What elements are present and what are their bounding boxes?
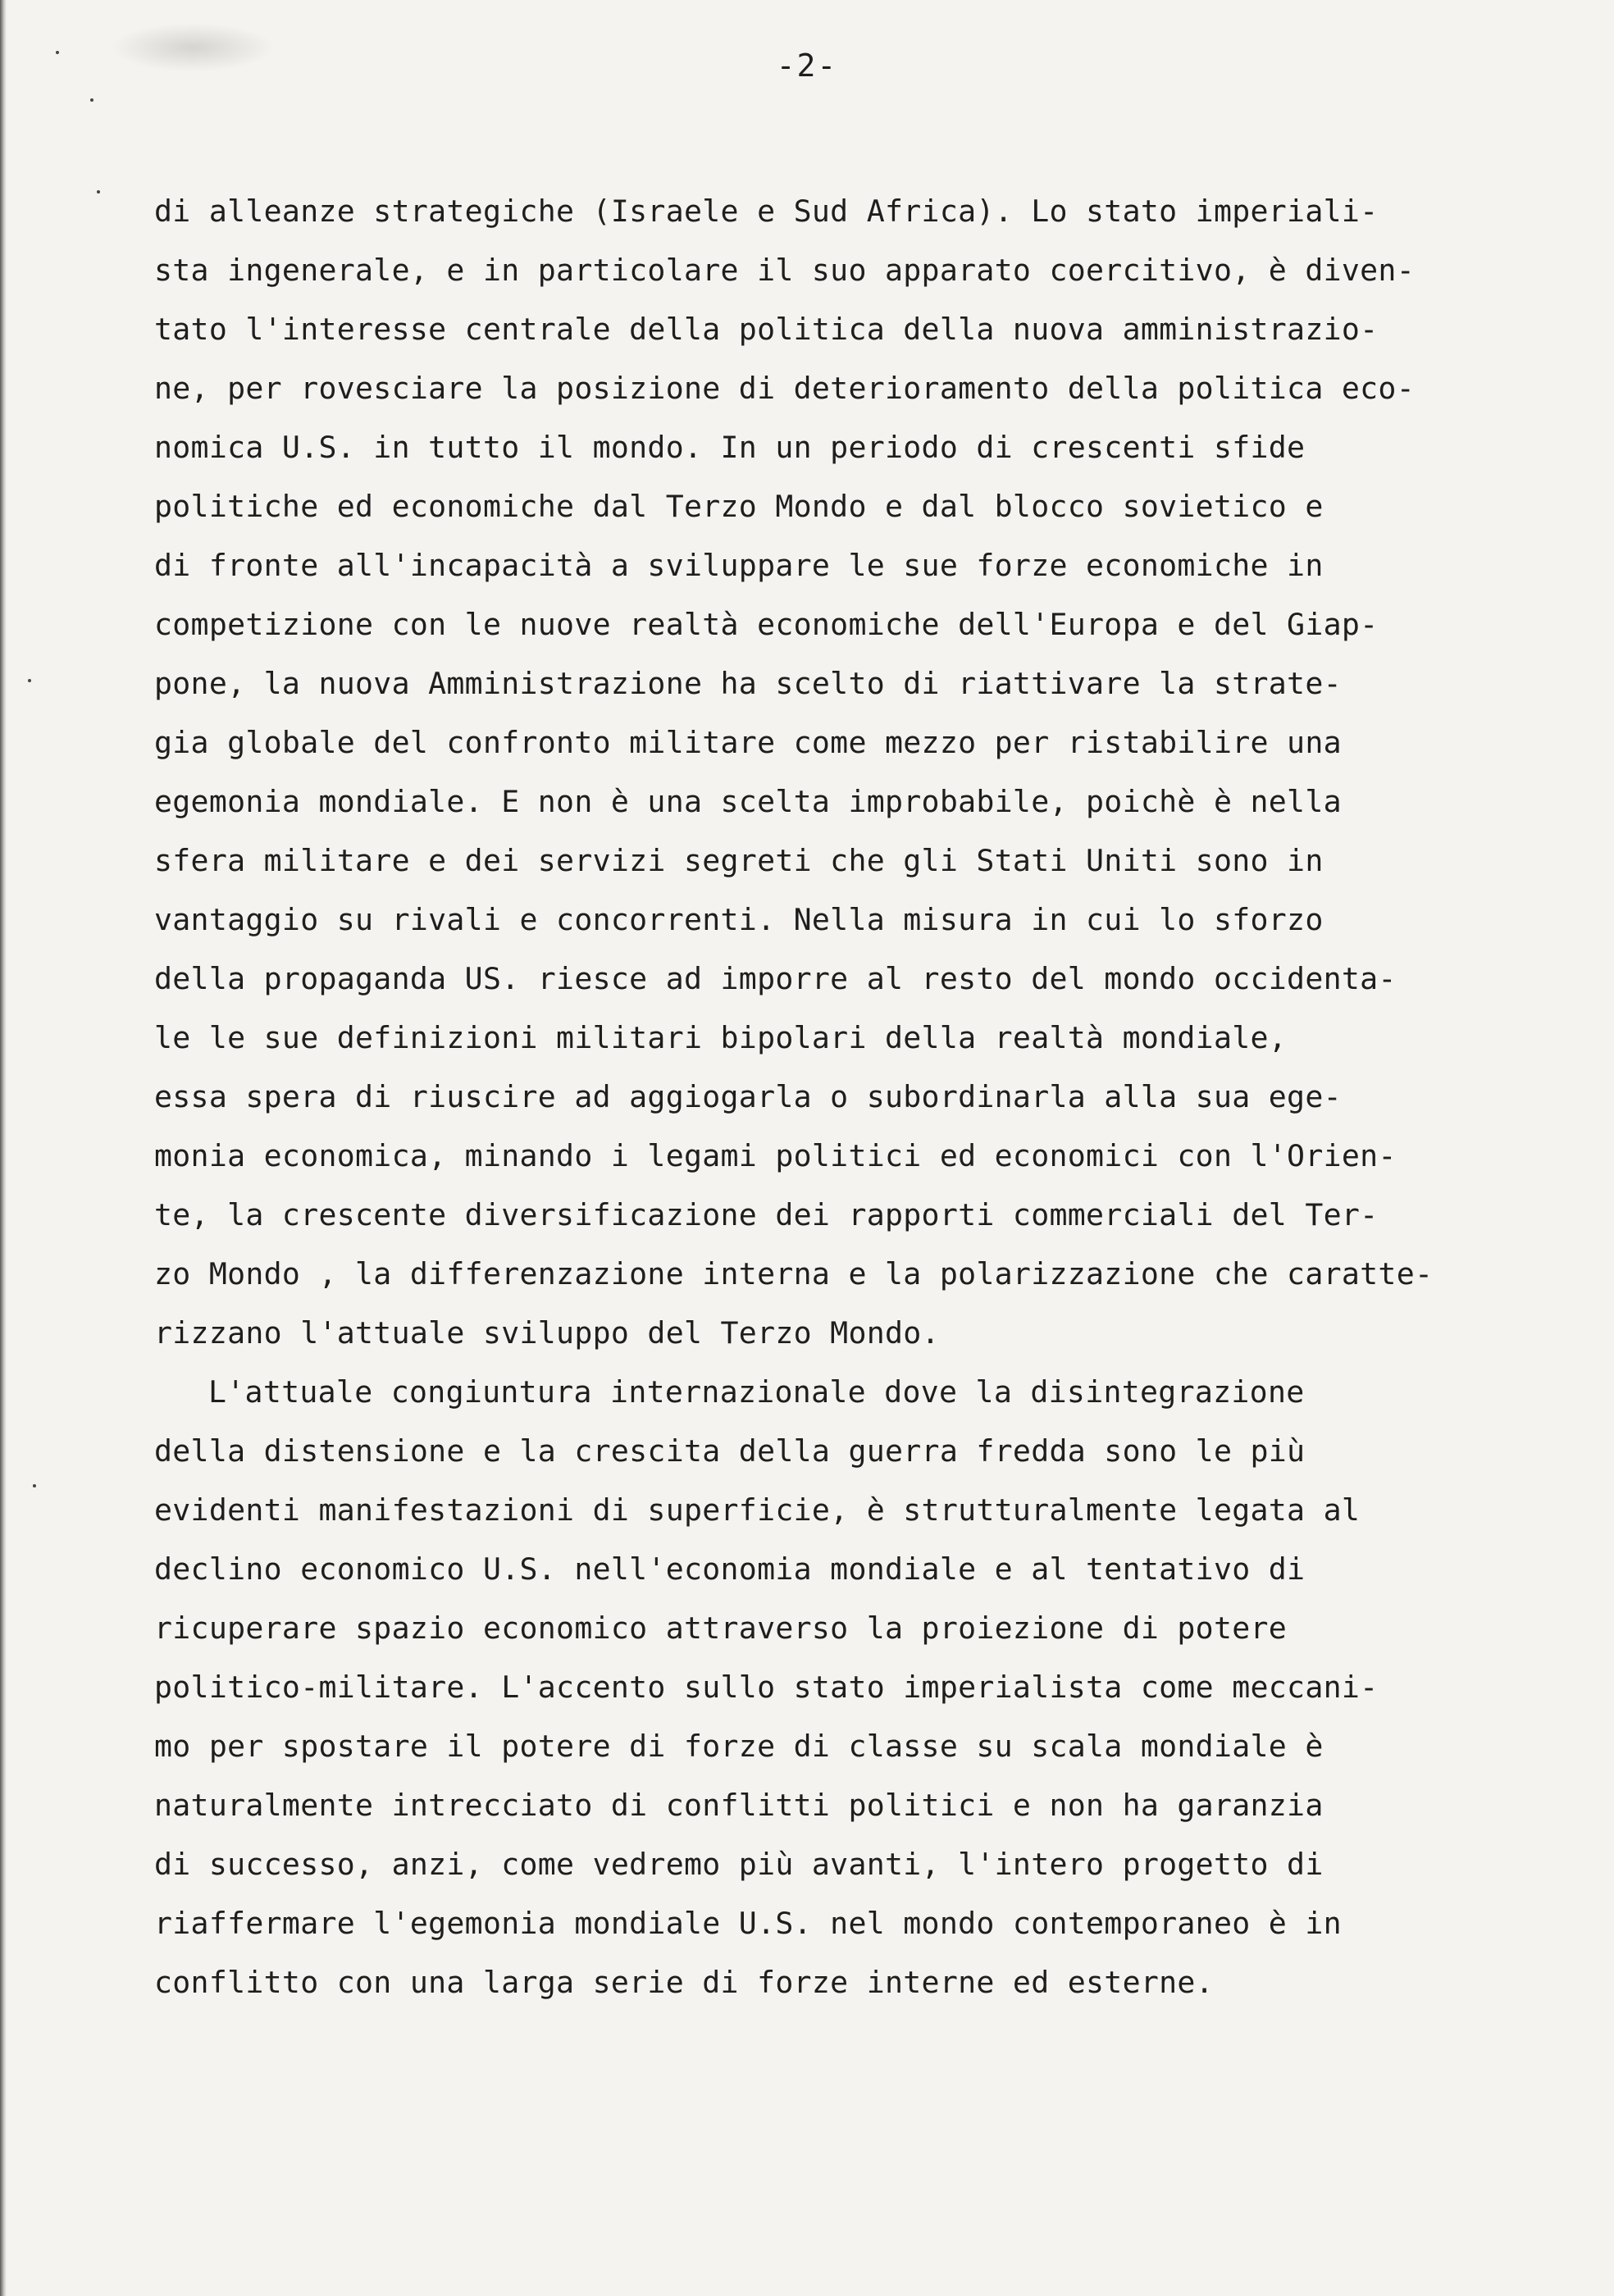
text-line: ricuperare spazio economico attraverso la proiezione di potere: [154, 1610, 1288, 1646]
text-line: della distensione e la crescita della guerra fredda sono le più: [154, 1433, 1306, 1469]
text-line: rizzano l'attuale sviluppo del Terzo Mondo.: [154, 1315, 940, 1351]
page-number: -2-: [776, 48, 838, 84]
body-text: [154, 182, 1516, 2012]
scan-speck: [97, 190, 100, 194]
text-line: evidenti manifestazioni di superficie, è strutturalmente legata al: [154, 1492, 1361, 1528]
text-line: monia economica, minando i legami politici ed economici con l'Orien-: [154, 1138, 1397, 1173]
text-line: pone, la nuova Amministrazione ha scelto di riattivare la strate-: [154, 666, 1342, 701]
scan-speck: [28, 679, 31, 682]
text-line: competizione con le nuove realtà economiche dell'Europa e del Giap-: [154, 607, 1379, 642]
text-line: di alleanze strategiche (Israele e Sud Africa). Lo stato imperiali-: [154, 194, 1379, 229]
text-line: essa spera di riuscire ad aggiogarla o subordinarla alla sua ege-: [154, 1079, 1342, 1114]
text-line: naturalmente intrecciato di conflitti politici e non ha garanzia: [154, 1788, 1324, 1823]
text-line: politico-militare. L'accento sullo stato imperialista come meccani-: [154, 1670, 1379, 1705]
text-line: conflitto con una larga serie di forze interne ed esterne.: [154, 1965, 1214, 2000]
text-line: di successo, anzi, come vedremo più avanti, l'intero progetto di: [154, 1847, 1324, 1882]
text-line: mo per spostare il potere di forze di classe su scala mondiale è: [154, 1729, 1324, 1764]
text-line: tato l'interesse centrale della politica della nuova amministrazio-: [154, 312, 1379, 347]
text-line: riaffermare l'egemonia mondiale U.S. nel mondo contemporaneo è in: [154, 1906, 1342, 1941]
text-line: politiche ed economiche dal Terzo Mondo e dal blocco sovietico e: [154, 489, 1324, 524]
text-line: vantaggio su rivali e concorrenti. Nella misura in cui lo sforzo: [154, 902, 1324, 937]
text-line: di fronte all'incapacità a sviluppare le sue forze economiche in: [154, 548, 1324, 583]
text-line: nomica U.S. in tutto il mondo. In un periodo di crescenti sfide: [154, 430, 1306, 465]
text-line: declino economico U.S. nell'economia mondiale e al tentativo di: [154, 1551, 1306, 1587]
text-line: zo Mondo , la differenzazione interna e la polarizzazione che caratte-: [154, 1256, 1434, 1292]
text-line: egemonia mondiale. E non è una scelta improbabile, poichè è nella: [154, 784, 1342, 819]
scan-speck: [90, 98, 93, 102]
scan-edge: [0, 0, 7, 2296]
scan-speck: [33, 1484, 36, 1487]
text-line: le le sue definizioni militari bipolari della realtà mondiale,: [154, 1020, 1288, 1055]
text-line: ne, per rovesciare la posizione di deterioramento della politica eco-: [154, 371, 1415, 406]
text-line: gia globale del confronto militare come mezzo per ristabilire una: [154, 725, 1342, 760]
text-line: sta ingenerale, e in particolare il suo apparato coercitivo, è diven-: [154, 253, 1415, 288]
text-line: della propaganda US. riesce ad imporre al resto del mondo occidenta-: [154, 961, 1397, 996]
text-line: L'attuale congiuntura internazionale dove la disintegrazione: [208, 1374, 1305, 1410]
text-line: sfera militare e dei servizi segreti che gli Stati Uniti sono in: [154, 843, 1324, 878]
text-line: te, la crescente diversificazione dei rapporti commerciali del Ter-: [154, 1197, 1379, 1232]
